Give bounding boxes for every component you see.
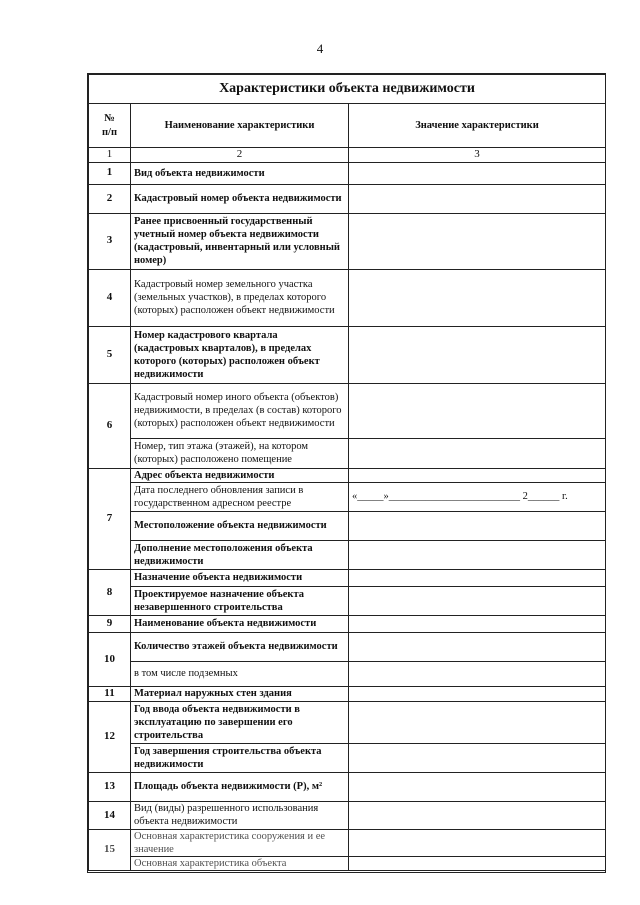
row-number: 3: [89, 213, 131, 269]
value-cell[interactable]: [349, 468, 606, 482]
table-row: [89, 632, 606, 661]
value-cell[interactable]: [349, 701, 606, 743]
table-row: [89, 686, 606, 701]
row-subname: в том числе подземных: [131, 661, 349, 686]
row-name: Вид (виды) разрешенного использования объекта недвижимости: [131, 801, 349, 829]
row-name: Адрес объекта недвижимости: [131, 468, 349, 482]
table-subrow: [89, 482, 606, 511]
value-cell[interactable]: [349, 269, 606, 326]
table-row: [89, 162, 606, 184]
row-number: 2: [89, 184, 131, 213]
header-num: № п/п: [89, 104, 131, 148]
table-subrow: [89, 586, 606, 615]
index-row: [89, 148, 606, 163]
index-cell-2: 2: [131, 148, 349, 163]
row-number: 9: [89, 615, 131, 632]
value-cell[interactable]: [349, 326, 606, 383]
row-name: Наименование объекта недвижимости: [131, 615, 349, 632]
row-number: 12: [89, 701, 131, 772]
date-template[interactable]: «_____»_________________________ 2______ г.: [349, 482, 606, 511]
value-cell[interactable]: [349, 772, 606, 801]
value-cell[interactable]: [349, 632, 606, 661]
row-subname: Проектируемое назначение объекта незавершенного строительства: [131, 586, 349, 615]
table-row: [89, 801, 606, 829]
table-row: [89, 213, 606, 269]
row-name: Количество этажей объекта недвижимости: [131, 632, 349, 661]
page-number: 4: [316, 41, 324, 56]
row-number: 15: [89, 829, 131, 870]
value-cell[interactable]: [349, 162, 606, 184]
row-name: Вид объекта недвижимости: [131, 162, 349, 184]
characteristics-table: [88, 74, 606, 871]
row-subname: Местоположение объекта недвижимости: [131, 511, 349, 540]
table-subrow: [89, 540, 606, 569]
row-number: 7: [89, 468, 131, 569]
row-name: Кадастровый номер объекта недвижимости: [131, 184, 349, 213]
value-cell[interactable]: [349, 213, 606, 269]
row-number: 14: [89, 801, 131, 829]
row-subname: Дополнение местоположения объекта недвижимости: [131, 540, 349, 569]
row-number: 10: [89, 632, 131, 686]
table-row: [89, 569, 606, 586]
table-subrow: [89, 857, 606, 871]
table-row: [89, 383, 606, 438]
table-subrow: [89, 743, 606, 772]
table-subrow: [89, 438, 606, 468]
table-row: [89, 269, 606, 326]
row-subname: Номер, тип этажа (этажей), на котором (которых) расположено помещение: [131, 438, 349, 468]
value-cell[interactable]: [349, 438, 606, 468]
row-name: Номер кадастрового квартала (кадастровых кварталов), в пределах которого (которых) расположен объект недвижимости: [131, 326, 349, 383]
value-cell[interactable]: [349, 184, 606, 213]
header-row: [89, 104, 606, 148]
value-cell[interactable]: [349, 801, 606, 829]
row-name: Кадастровый номер иного объекта (объектов) недвижимости, в пределах (в состав) которого (которых) расположен объект недвижимости: [131, 383, 349, 438]
row-name: Материал наружных стен здания: [131, 686, 349, 701]
index-cell-3: 3: [349, 148, 606, 163]
table-title-row: [89, 75, 606, 104]
table-row: [89, 701, 606, 743]
value-cell[interactable]: [349, 686, 606, 701]
value-cell[interactable]: [349, 615, 606, 632]
table-row: [89, 829, 606, 856]
row-subname: Дата последнего обновления записи в государственном адресном реестре: [131, 482, 349, 511]
value-cell[interactable]: [349, 383, 606, 438]
row-number: 4: [89, 269, 131, 326]
row-number: 1: [89, 162, 131, 184]
table-row: [89, 184, 606, 213]
value-cell[interactable]: [349, 857, 606, 871]
table-row: [89, 468, 606, 482]
table-subrow: [89, 661, 606, 686]
value-cell[interactable]: [349, 743, 606, 772]
table-row: [89, 772, 606, 801]
index-cell-1: 1: [89, 148, 131, 163]
row-subname: Основная характеристика объекта: [131, 857, 349, 871]
table-subrow: [89, 511, 606, 540]
row-number: 6: [89, 383, 131, 468]
table-row: [89, 615, 606, 632]
value-cell[interactable]: [349, 829, 606, 856]
value-cell[interactable]: [349, 586, 606, 615]
row-name: Основная характеристика сооружения и ее значение: [131, 829, 349, 856]
row-name: Площадь объекта недвижимости (Р), м²: [131, 772, 349, 801]
row-name: Год ввода объекта недвижимости в эксплуатацию по завершении его строительства: [131, 701, 349, 743]
header-value: Значение характеристики: [349, 104, 606, 148]
row-number: 8: [89, 569, 131, 615]
row-name: Кадастровый номер земельного участка (земельных участков), в пределах которого (которых) расположен объект недвижимости: [131, 269, 349, 326]
value-cell[interactable]: [349, 569, 606, 586]
row-number: 11: [89, 686, 131, 701]
row-number: 5: [89, 326, 131, 383]
table-row: [89, 326, 606, 383]
value-cell[interactable]: [349, 540, 606, 569]
value-cell[interactable]: [349, 661, 606, 686]
row-subname: Год завершения строительства объекта недвижимости: [131, 743, 349, 772]
row-number: 13: [89, 772, 131, 801]
row-name: Ранее присвоенный государственный учетный номер объекта недвижимости (кадастровый, инвентарный или условный номер): [131, 213, 349, 269]
header-name: Наименование характеристики: [131, 104, 349, 148]
table-title: Характеристики объекта недвижимости: [89, 75, 606, 104]
row-name: Назначение объекта недвижимости: [131, 569, 349, 586]
value-cell[interactable]: [349, 511, 606, 540]
